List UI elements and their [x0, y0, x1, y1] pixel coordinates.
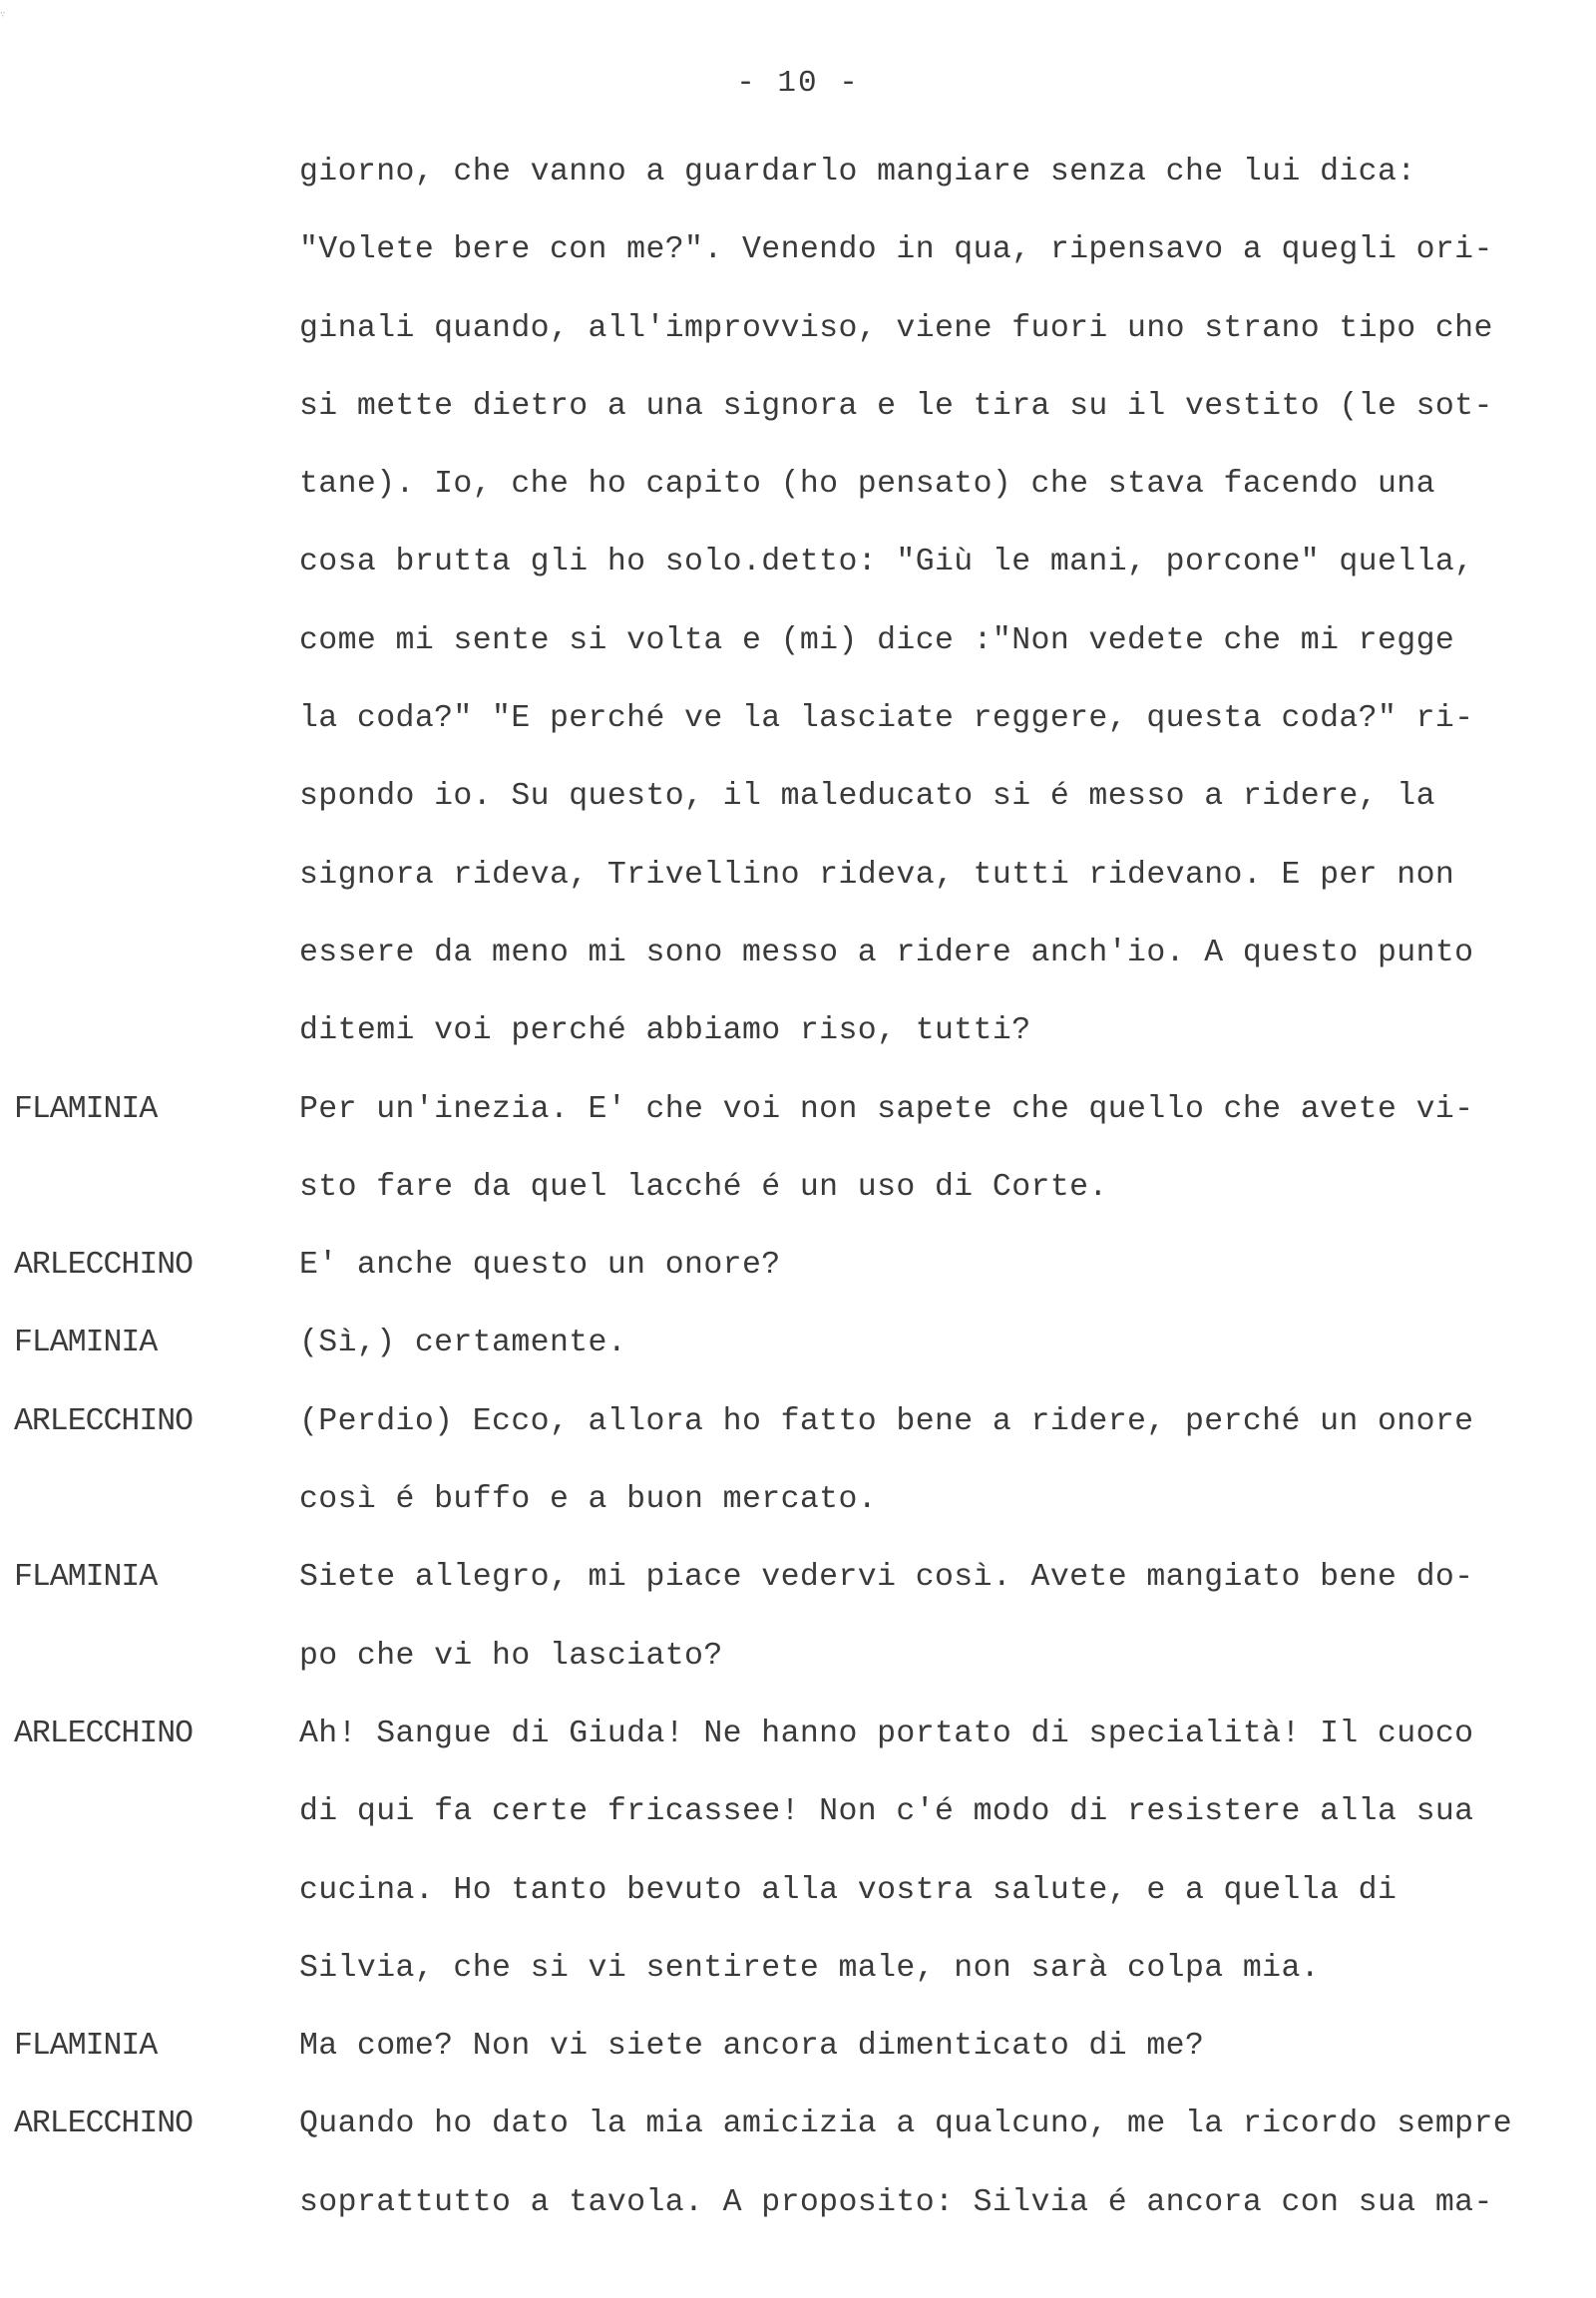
script-line: [0, 227, 1596, 305]
dialogue-text: essere da meno mi sono messo a ridere anch'io. A questo punto: [299, 935, 1474, 970]
dialogue-text: così é buffo e a buon mercato.: [299, 1482, 878, 1518]
dialogue-text: spondo io. Su questo, il maleducato si é messo a ridere, la: [299, 779, 1435, 815]
script-line: [0, 1243, 1596, 1321]
dialogue-text: cosa brutta gli ho solo.detto: "Giù le mani, porcone" quella,: [299, 545, 1474, 580]
dialogue-text: ditemi voi perché abbiamo riso, tutti?: [299, 1013, 1031, 1049]
script-line: [0, 2102, 1596, 2179]
speaker-name: ARLECCHINO: [14, 1716, 194, 1751]
dialogue-text: ginali quando, all'improvviso, viene fuori uno strano tipo che: [299, 310, 1493, 346]
speaker-name: FLAMINIA: [14, 1091, 158, 1127]
dialogue-text: soprattutto a tavola. A proposito: Silvia é ancora con sua ma-: [299, 2184, 1493, 2220]
script-line: [0, 853, 1596, 931]
script-line: [0, 1477, 1596, 1555]
dialogue-text: signora rideva, Trivellino rideva, tutti ridevano. E per non: [299, 857, 1455, 893]
script-line: [0, 774, 1596, 852]
speaker-name: FLAMINIA: [14, 1560, 158, 1596]
dialogue-text: E' anche questo un onore?: [299, 1248, 781, 1284]
script-line: [0, 1789, 1596, 1867]
script-line: [0, 1712, 1596, 1789]
dialogue-text: cucina. Ho tanto bevuto alla vostra salute, e a quella di: [299, 1872, 1397, 1908]
script-line: [0, 1008, 1596, 1086]
dialogue-text: po che vi ho lasciato?: [299, 1638, 723, 1674]
script-line: [0, 618, 1596, 696]
script-line: [0, 462, 1596, 540]
dialogue-text: (Perdio) Ecco, allora ho fatto bene a ridere, perché un onore: [299, 1403, 1474, 1439]
dialogue-text: Ma come? Non vi siete ancora dimenticato di me?: [299, 2029, 1205, 2065]
dialogue-text: Per un'inezia. E' che voi non sapete che quello che avete vi-: [299, 1091, 1474, 1127]
script-line: [0, 1087, 1596, 1165]
script-line: [0, 1946, 1596, 2024]
dialogue-text: Silvia, che si vi sentirete male, non sarà colpa mia.: [299, 1950, 1321, 1986]
dialogue-text: Ah! Sangue di Giuda! Ne hanno portato di specialità! Il cuoco: [299, 1716, 1474, 1751]
dialogue-text: la coda?" "E perché ve la lasciate reggere, questa coda?" ri-: [299, 701, 1474, 737]
script-line: [0, 1399, 1596, 1477]
speaker-name: ARLECCHINO: [14, 2106, 194, 2142]
script-line: [0, 1321, 1596, 1398]
scan-smudge: ∵: [0, 10, 6, 20]
dialogue-text: sto fare da quel lacché é un uso di Corte.: [299, 1169, 1108, 1205]
script-line: [0, 2180, 1596, 2258]
script-line: [0, 931, 1596, 1008]
script-line: [0, 2024, 1596, 2102]
dialogue-text: Quando ho dato la mia amicizia a qualcuno, me la ricordo sempre: [299, 2106, 1513, 2142]
dialogue-text: Siete allegro, mi piace vedervi così. Avete mangiato bene do-: [299, 1560, 1474, 1596]
dialogue-text: (Sì,) certamente.: [299, 1326, 627, 1361]
dialogue-text: "Volete bere con me?". Venendo in qua, ripensavo a quegli ori-: [299, 232, 1493, 268]
dialogue-text: di qui fa certe fricassee! Non c'é modo di resistere alla sua: [299, 1794, 1474, 1830]
speaker-name: FLAMINIA: [14, 1326, 158, 1361]
script-line: [0, 306, 1596, 384]
script-line: [0, 1868, 1596, 1946]
script-body: [0, 150, 1596, 2258]
script-line: [0, 150, 1596, 227]
script-line: [0, 540, 1596, 617]
script-line: [0, 1634, 1596, 1712]
dialogue-text: si mette dietro a una signora e le tira su il vestito (le sot-: [299, 388, 1493, 424]
dialogue-text: come mi sente si volta e (mi) dice :"Non vedete che mi regge: [299, 622, 1455, 658]
script-line: [0, 1165, 1596, 1243]
dialogue-text: tane). Io, che ho capito (ho pensato) che stava facendo una: [299, 467, 1435, 503]
dialogue-text: giorno, che vanno a guardarlo mangiare senza che lui dica:: [299, 155, 1416, 190]
script-line: [0, 1555, 1596, 1633]
speaker-name: ARLECCHINO: [14, 1403, 194, 1439]
script-line: [0, 696, 1596, 774]
page-number: - 10 -: [736, 66, 860, 101]
speaker-name: FLAMINIA: [14, 2029, 158, 2065]
speaker-name: ARLECCHINO: [14, 1248, 194, 1284]
script-line: [0, 384, 1596, 462]
